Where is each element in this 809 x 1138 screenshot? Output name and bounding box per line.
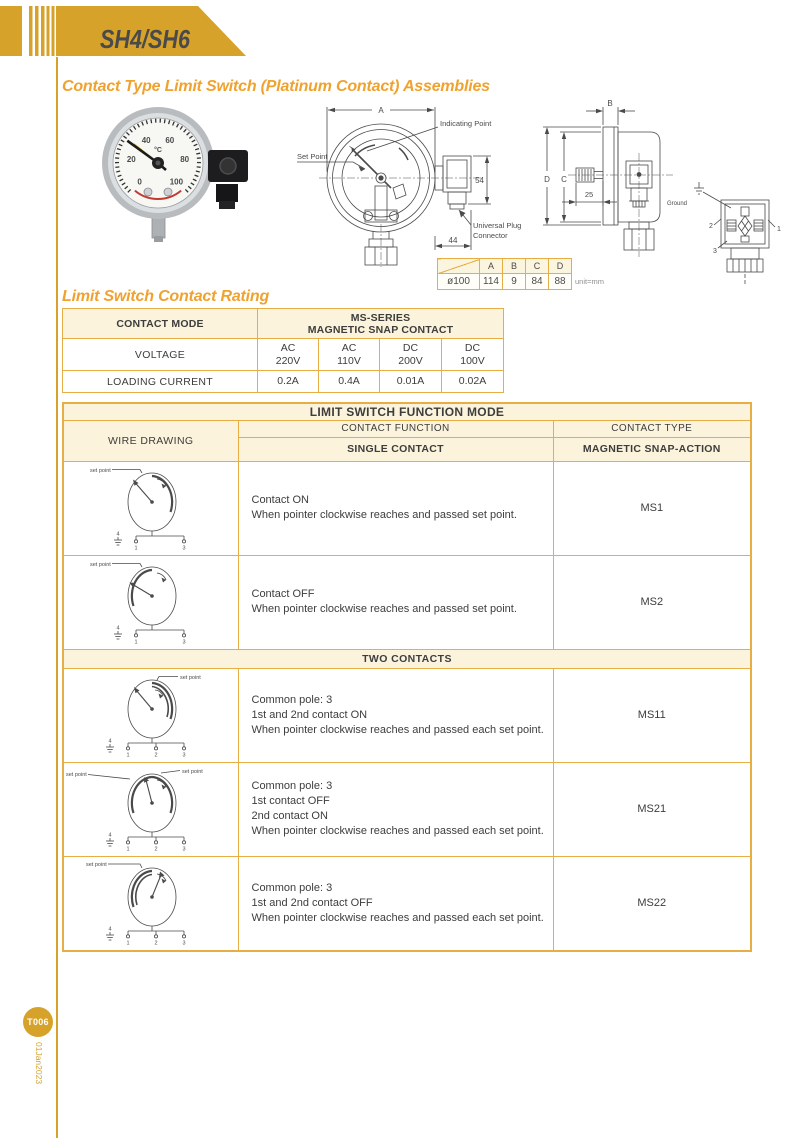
voltage-cell: AC 220V bbox=[258, 339, 319, 371]
contact-type-ms2: MS2 bbox=[553, 555, 751, 649]
wire-drawing-ms2 bbox=[63, 555, 238, 649]
dim-b-label: B bbox=[607, 99, 613, 108]
table-row-ms11 bbox=[63, 668, 751, 762]
function-text-ms21: Common pole: 3 1st contact OFF 2nd contact ON When pointer clockwise reaches and passed each set point. bbox=[238, 762, 553, 856]
dim-c-label: C bbox=[561, 175, 567, 184]
page-code-badge: T006 bbox=[23, 1007, 53, 1037]
pin3-label: 3 bbox=[713, 248, 717, 255]
contact-type-ms21: MS21 bbox=[553, 762, 751, 856]
voltage-cell: AC 110V bbox=[319, 339, 380, 371]
dim-value: 88 bbox=[549, 274, 572, 290]
front-view-drawing bbox=[295, 98, 545, 268]
voltage-cell: DC 200V bbox=[380, 339, 442, 371]
table-row-ms2 bbox=[63, 555, 751, 649]
terminal-label: 3 bbox=[182, 752, 186, 757]
assemblies-heading: Contact Type Limit Switch (Platinum Contact) Assemblies bbox=[62, 78, 490, 95]
dial-number: 0 bbox=[137, 177, 142, 187]
case-flange bbox=[603, 127, 618, 225]
dim-a-label: A bbox=[378, 106, 384, 115]
dim-col-header: C bbox=[526, 259, 549, 274]
dim-col-header: A bbox=[480, 259, 503, 274]
date-stamp: 01Jan2023 bbox=[34, 1042, 44, 1085]
model-title: SH4/SH6 bbox=[100, 24, 191, 54]
set-point-label: set point bbox=[90, 561, 111, 568]
contact-function-header: CONTACT FUNCTION bbox=[238, 420, 553, 437]
wire-drawing-ms1 bbox=[63, 461, 238, 555]
gauge-photo bbox=[90, 100, 270, 260]
contact-rating-table bbox=[62, 308, 504, 393]
dial-number: 20 bbox=[126, 154, 136, 164]
terminal-label: 1 bbox=[134, 545, 138, 550]
function-text-ms2: Contact OFF When pointer clockwise reaches and passed set point. bbox=[238, 555, 553, 649]
dim-col-header: B bbox=[503, 259, 526, 274]
terminal-label: 2 bbox=[154, 846, 158, 851]
terminal-label: 2 bbox=[154, 752, 158, 757]
terminal-label: 3 bbox=[182, 846, 186, 851]
terminal-label: 4 bbox=[116, 531, 120, 537]
contact-mode-header: CONTACT MODE bbox=[63, 309, 258, 339]
current-cell: 0.4A bbox=[319, 371, 380, 393]
pin2-label: 2 bbox=[709, 223, 713, 230]
terminal-label: 3 bbox=[182, 639, 186, 644]
two-contacts-banner: TWO CONTACTS bbox=[63, 649, 751, 668]
terminal-label: 1 bbox=[134, 639, 138, 644]
dim-54-label: 54 bbox=[475, 176, 484, 185]
current-cell: 0.01A bbox=[380, 371, 442, 393]
universal-plug-label-1: Universal Plug bbox=[473, 221, 522, 230]
dim-value: 84 bbox=[526, 274, 549, 290]
brand-banner bbox=[0, 0, 260, 57]
terminal-label: 4 bbox=[108, 832, 112, 838]
set-point-label: Set Point bbox=[297, 152, 328, 161]
dial-number: 80 bbox=[180, 154, 190, 164]
ground-label: Ground bbox=[667, 201, 688, 207]
voltage-cell: DC 100V bbox=[442, 339, 504, 371]
series-header bbox=[258, 309, 504, 339]
set-point-label: set point bbox=[180, 674, 201, 681]
terminal-label: 1 bbox=[126, 752, 130, 757]
dial-number: 60 bbox=[165, 135, 175, 145]
contact-type-ms11: MS11 bbox=[553, 668, 751, 762]
universal-plug-label-2: Connector bbox=[473, 231, 508, 240]
terminal-label: 1 bbox=[126, 940, 130, 945]
function-table-title: LIMIT SWITCH FUNCTION MODE bbox=[63, 403, 751, 420]
plug-pin-detail bbox=[665, 178, 809, 288]
rating-heading: Limit Switch Contact Rating bbox=[62, 288, 270, 305]
contact-type-header: CONTACT TYPE bbox=[553, 420, 751, 437]
wire-drawing-ms22 bbox=[63, 856, 238, 951]
wire-drawing-ms21 bbox=[63, 762, 238, 856]
series-line2: MAGNETIC SNAP CONTACT bbox=[307, 323, 454, 336]
contact-type-ms22: MS22 bbox=[553, 856, 751, 951]
dim-25-label: 25 bbox=[584, 190, 594, 199]
snap-action-header: MAGNETIC SNAP-ACTION bbox=[553, 437, 751, 461]
terminal-label: 1 bbox=[126, 846, 130, 851]
dim-col-header: D bbox=[549, 259, 572, 274]
single-contact-header: SINGLE CONTACT bbox=[238, 437, 553, 461]
wire-drawing-ms11 bbox=[63, 668, 238, 762]
dial-number: 40 bbox=[141, 135, 151, 145]
current-cell: 0.02A bbox=[442, 371, 504, 393]
series-line1: MS-SERIES bbox=[350, 311, 411, 324]
unit-note: unit=mm bbox=[575, 277, 604, 286]
current-cell: 0.2A bbox=[258, 371, 319, 393]
indicating-point-label: Indicating Point bbox=[440, 119, 492, 128]
current-label: LOADING CURRENT bbox=[63, 371, 258, 393]
pin1-label: 1 bbox=[777, 226, 781, 233]
function-text-ms22: Common pole: 3 1st and 2nd contact OFF When pointer clockwise reaches and passed each set point. bbox=[238, 856, 553, 951]
dim-d-label: D bbox=[544, 175, 550, 184]
dimension-table bbox=[437, 258, 572, 290]
set-point-label: set point bbox=[86, 861, 107, 868]
dial-unit: °C bbox=[154, 147, 162, 154]
table-row-ms22 bbox=[63, 856, 751, 951]
terminal-label: 2 bbox=[154, 940, 158, 945]
function-text-ms1: Contact ON When pointer clockwise reaches and passed set point. bbox=[238, 461, 553, 555]
dim-44-label: 44 bbox=[448, 236, 458, 245]
set-point-label: set point bbox=[182, 768, 203, 775]
wire-drawing-header: WIRE DRAWING bbox=[63, 420, 238, 461]
set-point-label: set point bbox=[90, 467, 111, 474]
terminal-label: 3 bbox=[182, 545, 186, 550]
dim-value: 114 bbox=[480, 274, 503, 290]
dim-value: 9 bbox=[503, 274, 526, 290]
terminal-label: 4 bbox=[116, 625, 120, 631]
terminal-label: 4 bbox=[108, 926, 112, 932]
dial-number: 100 bbox=[169, 177, 184, 187]
contact-type-ms1: MS1 bbox=[553, 461, 751, 555]
page-rule-line bbox=[56, 57, 58, 1138]
voltage-label: VOLTAGE bbox=[63, 339, 258, 371]
function-mode-table bbox=[62, 402, 752, 952]
table-row-ms21 bbox=[63, 762, 751, 856]
diagonal-cell bbox=[438, 259, 480, 274]
set-point-label: set point bbox=[66, 771, 87, 778]
dim-row-label: ø100 bbox=[438, 274, 480, 290]
table-row-ms1 bbox=[63, 461, 751, 555]
function-text-ms11: Common pole: 3 1st and 2nd contact ON When pointer clockwise reaches and passed each set point. bbox=[238, 668, 553, 762]
terminal-label: 3 bbox=[182, 940, 186, 945]
terminal-label: 4 bbox=[108, 738, 112, 744]
